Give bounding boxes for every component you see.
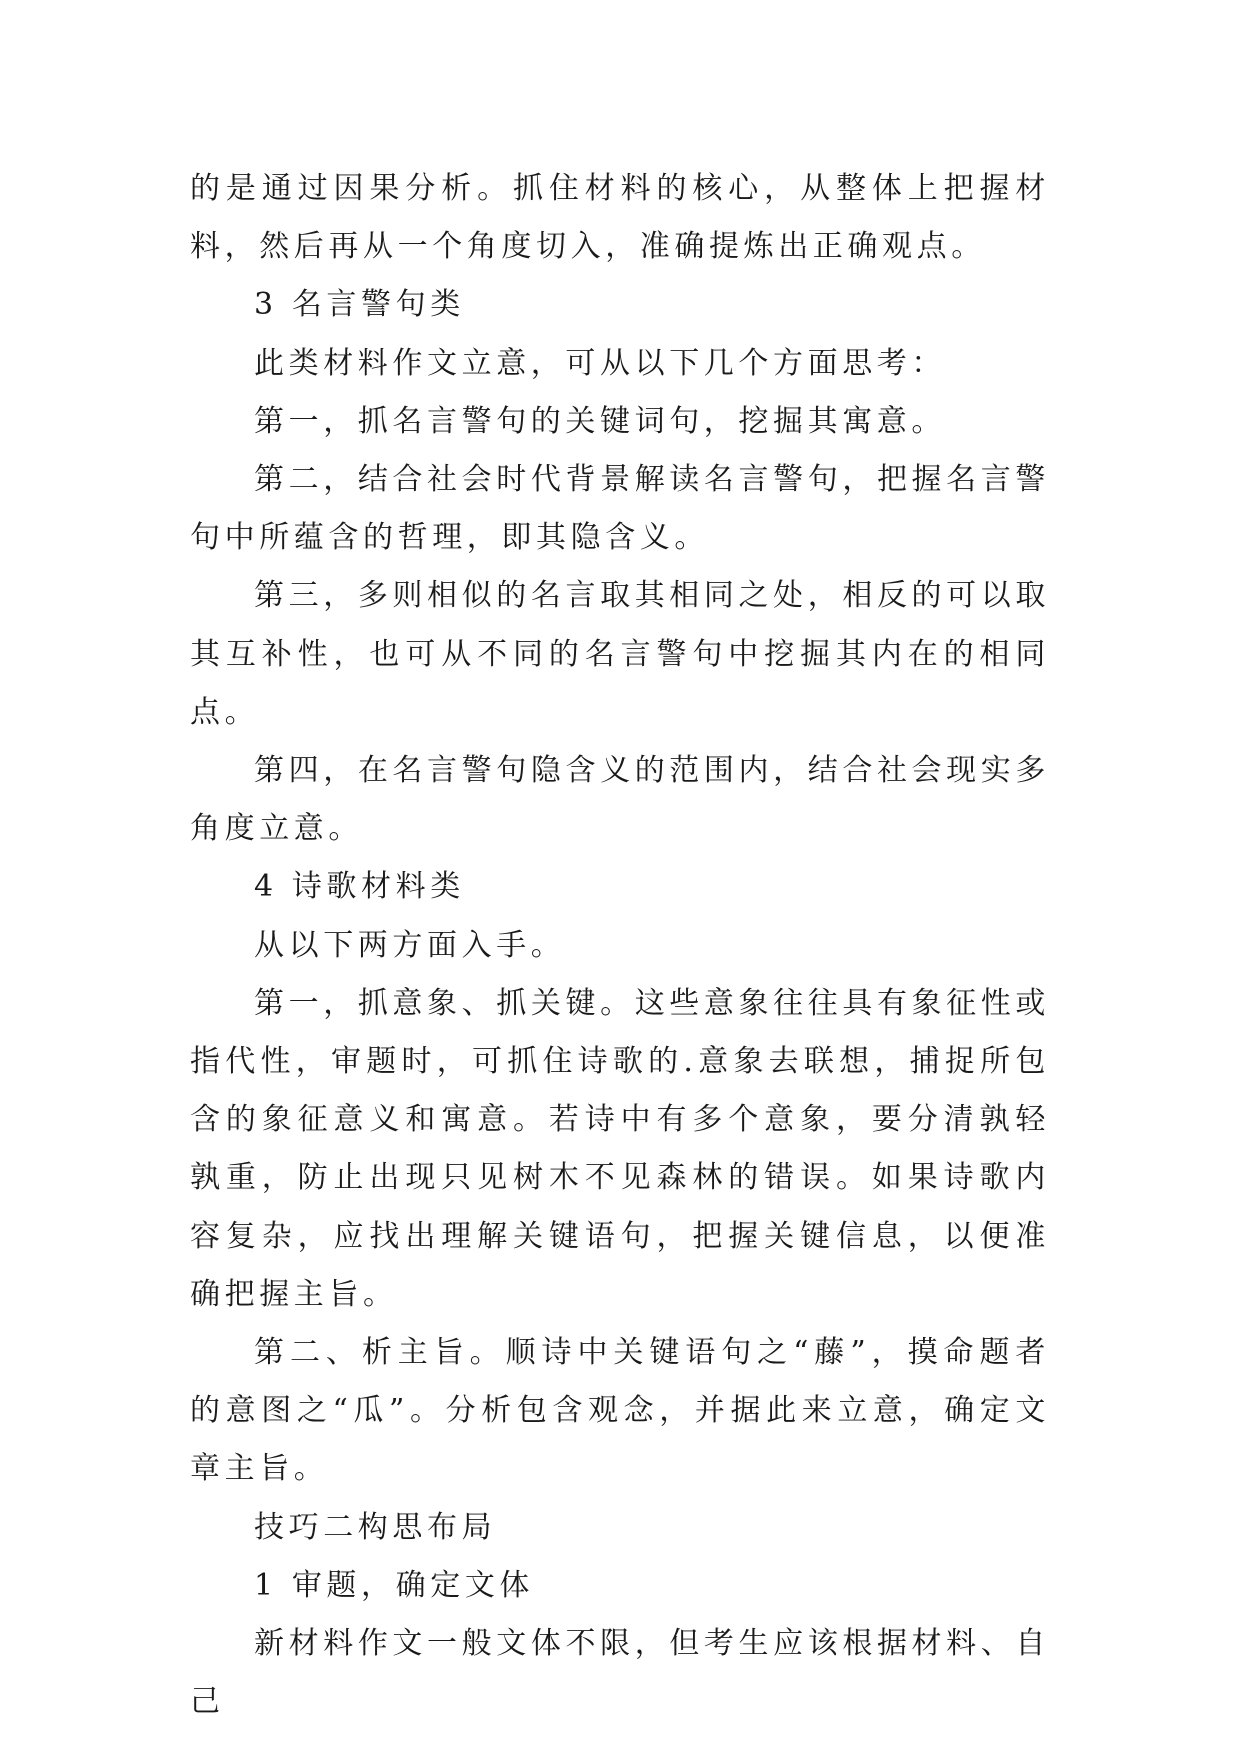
paragraph: 从以下两方面入手。 [254,927,566,963]
paragraph: 第二、析主旨。顺诗中关键语句之“藤”，摸命题者的意图之“瓜”。分析包含观念，并据此来立意，确定文章主旨。 [190,1335,1050,1487]
paragraph: 第二，结合社会时代背景解读名言警句，把握名言警句中所蕴含的哲理，即其隐含义。 [190,462,1050,556]
section-heading-technique-2: 技巧二构思布局 [254,1509,497,1545]
document-body [190,160,1050,1731]
paragraph: 的是通过因果分析。抓住材料的核心，从整体上把握材料，然后再从一个角度切入，准确提炼出正确观点。 [190,171,1050,265]
section-heading-4: 4 诗歌材料类 [254,869,465,905]
section-heading-3: 3 名言警句类 [254,287,465,323]
paragraph: 第三，多则相似的名言取其相同之处，相反的可以取其互补性，也可从不同的名言警句中挖掘其内在的相同点。 [190,578,1050,730]
paragraph: 新材料作文一般文体不限，但考生应该根据材料、自己 [190,1626,1050,1720]
paragraph: 第四，在名言警句隐含义的范围内，结合社会现实多角度立意。 [190,753,1050,847]
paragraph: 此类材料作文立意，可从以下几个方面思考： [254,345,946,381]
subsection-heading-1: 1 审题，确定文体 [254,1567,535,1603]
paragraph: 第一，抓意象、抓关键。这些意象往往具有象征性或指代性，审题时，可抓住诗歌的.意象去联想，捕捉所包含的象征意义和寓意。若诗中有多个意象，要分清孰轻孰重，防止出现只见树木不见森林的错误。如果诗歌内容复杂，应找出理解关键语句，把握关键信息，以便准确把握主旨。 [190,985,1050,1312]
paragraph: 第一，抓名言警句的关键词句，挖掘其寓意。 [254,403,946,439]
